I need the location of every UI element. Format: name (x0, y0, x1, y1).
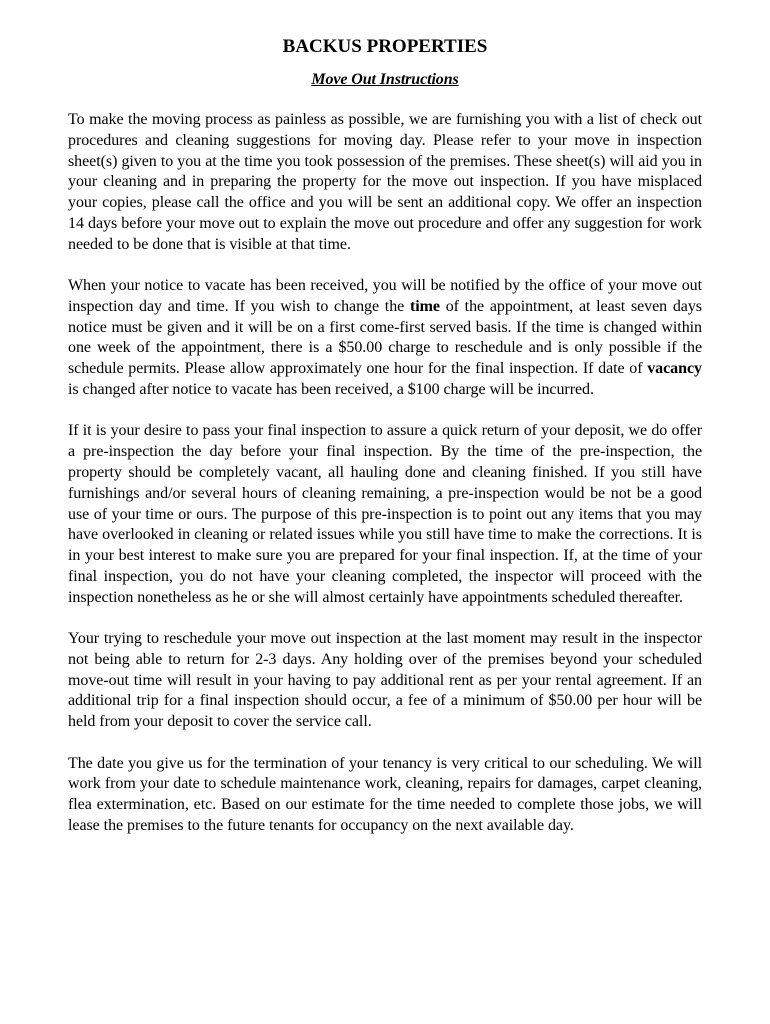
paragraph-text: When your notice to vacate has been received, you will be notified by the office of your move out inspection day and time. If you wish to change the (68, 277, 702, 315)
document-title: BACKUS PROPERTIES (282, 36, 488, 57)
paragraph-notice-to-vacate (68, 276, 702, 401)
document-page (68, 34, 702, 837)
emphasis-vacancy: vacancy (647, 360, 702, 378)
paragraph-text: is changed after notice to vacate has been received, a $100 charge will be incurred. (68, 381, 594, 399)
paragraph-intro: To make the moving process as painless as possible, we are furnishing you with a list of check out procedures and cleaning suggestions for moving day. Please refer to your move in inspection sheet(s) given to you at the time you took possession of the premises. These sheet(s) will aid you in your cleaning and in preparing the property for the move out inspection. If you have misplaced your copies, please call the office and you will be sent an additional copy. We offer an inspection 14 days before your move out to explain the move out procedure and offer any suggestion for work needed to be done that is visible at that time. (68, 111, 702, 253)
paragraph-text: of the appointment, at least seven days notice must be given and it will be on a first come-first served basis. If the time is changed within one week of the appointment, there is a $50.00 charge to reschedule and is only possible if the schedule permits. Please allow approximately one hour for the final inspection. If date of (68, 297, 702, 378)
paragraph-termination-date: The date you give us for the termination of your tenancy is very critical to our scheduling. We will work from your date to schedule maintenance work, cleaning, repairs for damages, carpet cleaning, flea extermination, etc. Based on our estimate for the time needed to complete those jobs, we will lease the premises to the future tenants for occupancy on the next available day. (68, 754, 702, 834)
paragraph-reschedule: Your trying to reschedule your move out inspection at the last moment may result in the inspector not being able to return for 2-3 days. Any holding over of the premises beyond your scheduled move-out time will result in your having to pay additional rent as per your rental agreement. If an additional trip for a final inspection should occur, a fee of a minimum of $50.00 per hour will be held from your deposit to cover the service call. (68, 630, 702, 731)
document-subtitle: Move Out Instructions (311, 71, 459, 88)
emphasis-time: time (409, 297, 440, 315)
paragraph-pre-inspection: If it is your desire to pass your final inspection to assure a quick return of your deposit, we do offer a pre-inspection the day before your final inspection. By the time of the pre-inspection, the property should be completely vacant, all hauling done and cleaning finished. If you still have furnishings and/or several hours of cleaning remaining, a pre-inspection would be not be a good use of your time or ours. The purpose of this pre-inspection is to point out any items that you may have overlooked in cleaning or related issues while you still have time to make the corrections. It is in your best interest to make sure you are prepared for your final inspection. If, at the time of your final inspection, you do not have your cleaning completed, the inspector will proceed with the inspection nonetheless as he or she will almost certainly have appointments scheduled thereafter. (68, 422, 702, 606)
